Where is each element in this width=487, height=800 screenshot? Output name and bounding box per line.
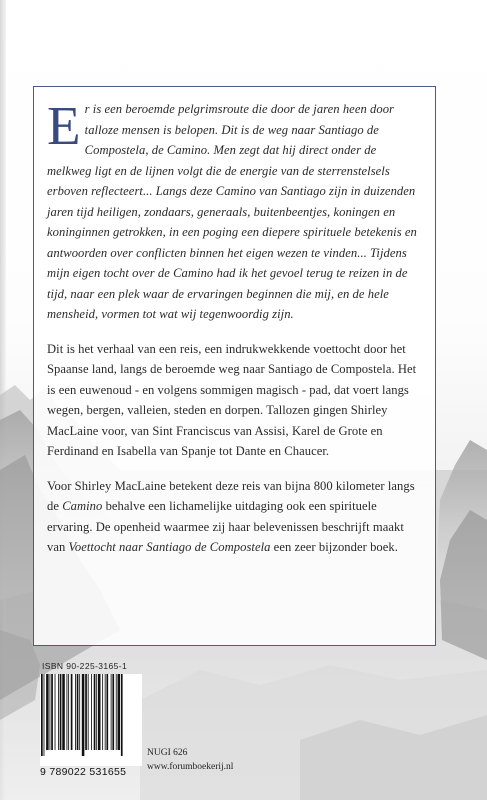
drop-cap: E xyxy=(47,95,81,156)
barcode-bar xyxy=(111,674,112,750)
barcode-bar xyxy=(106,674,108,750)
barcode-bar xyxy=(96,674,97,750)
barcode-bar xyxy=(105,674,106,750)
barcode-bar xyxy=(68,674,69,750)
paragraph-3-italic-camino: Camino xyxy=(62,499,103,513)
intro-paragraph xyxy=(47,95,417,325)
barcode-bar xyxy=(82,674,85,756)
paragraph-3-part-1: Voor Shirley MacLaine betekent deze reis van bijna 800 kilometer langs de xyxy=(47,478,415,513)
barcode-bar xyxy=(62,674,65,750)
paragraph-3 xyxy=(47,476,417,558)
barcode-bar xyxy=(44,674,45,756)
publisher-website: www.forumboekerij.nl xyxy=(147,762,234,772)
barcode-bar xyxy=(91,674,92,750)
blurb-text-frame xyxy=(33,86,436,646)
barcode-bar xyxy=(116,674,117,750)
barcode xyxy=(40,674,142,766)
barcode-bar xyxy=(102,674,103,750)
barcode-bar xyxy=(79,674,80,750)
isbn-label: ISBN 90-225-3165-1 xyxy=(42,661,128,671)
barcode-bar xyxy=(77,674,79,750)
barcode-bar xyxy=(121,674,123,756)
barcode-bar xyxy=(98,674,101,750)
paragraph-3-part-2: behalve een lichamelijke uitdaging ook een spirituele ervaring. De openheid waarmee zij haar belevenissen beschrijft maakt van xyxy=(47,499,404,554)
barcode-bar xyxy=(88,674,89,750)
barcode-bar xyxy=(60,674,62,750)
barcode-bar xyxy=(85,674,87,750)
barcode-bar xyxy=(46,674,49,750)
barcode-bar xyxy=(75,674,76,750)
barcode-digits: 9 789022 531655 xyxy=(40,766,127,778)
barcode-bar xyxy=(71,674,73,750)
barcode-bar xyxy=(112,674,114,750)
paragraph-3-italic-title: Voettocht naar Santiago de Compostela xyxy=(68,540,271,554)
barcode-bar xyxy=(51,674,53,750)
barcode-bars xyxy=(40,674,142,756)
paragraph-2: Dit is het verhaal van een reis, een indrukwekkende voettocht door het Spaanse land, langs de beroemde weg naar Santiago de Compostela. Het is een euwenoud - en volgens sommigen magisch - pad, dat voert langs wegen, bergen, valleien, steden en dorpen. Tallozen gingen Shirley MacLaine voor, van Sint Franciscus van Assisi, Karel de Grote en Ferdinand en Isabella van Spanje tot Dante en Chaucer. xyxy=(47,341,417,458)
barcode-bar xyxy=(67,674,68,750)
barcode-bar xyxy=(94,674,96,750)
barcode-bar xyxy=(58,674,59,750)
barcode-bar xyxy=(50,674,51,750)
paragraph-3-part-3: een zeer bijzonder boek. xyxy=(270,540,398,554)
barcode-bar xyxy=(41,674,43,756)
nugi-code: NUGI 626 xyxy=(147,748,188,758)
barcode-bar xyxy=(55,674,56,750)
barcode-bar xyxy=(118,674,121,750)
intro-text: r is een beroemde pelgrimsroute die door de jaren heen door talloze mensen is belopen. Dit is de weg naar Santiago de Compostela, de Camino. Men zegt dat hij direct onder de melkweg ligt en de lijnen volgt die de energie van de sterrenstelsels erboven reflecteert... Langs deze Camino van Santiago zijn in duizenden jaren tijd heiligen, zondaars, generaals, buitenbeentjes, koningen en koninginnen getrokken, in een poging een diepere spirituele betekenis en antwoorden over conflicten binnen het eigen wezen te vinden... Tijdens mijn eigen tocht over de Camino had ik het gevoel terug te reizen in de tijd, naar een plek waar de ervaringen beginnen die mij, en de hele mensheid, vormen tot wat wij tegenwoordig zijn. xyxy=(47,102,417,321)
